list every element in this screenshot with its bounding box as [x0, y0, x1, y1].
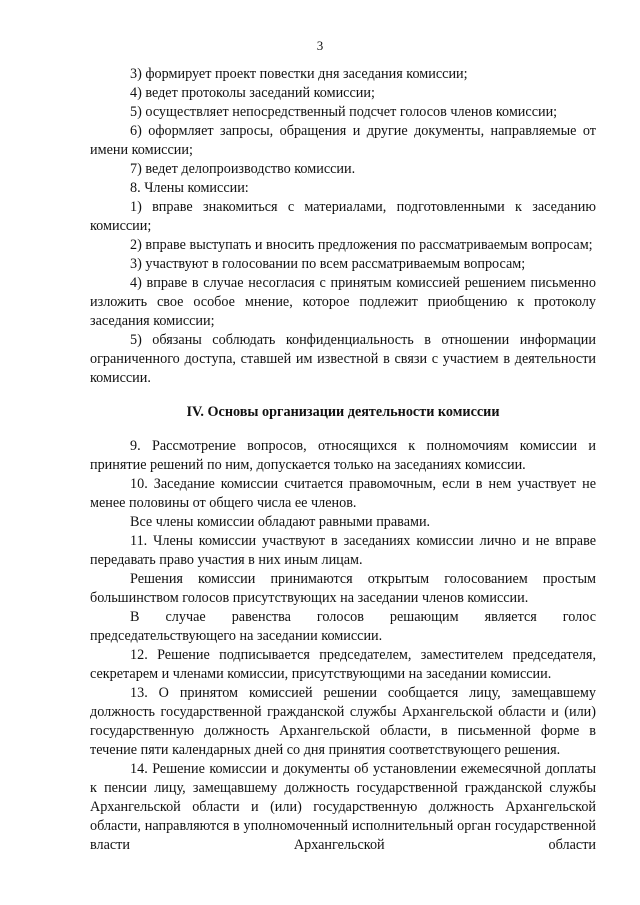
paragraph: 5) обязаны соблюдать конфиденциальность в отношении информации ограниченного доступа, ставшей им известной в связи с участием в деятельности комиссии.: [90, 332, 596, 386]
paragraph: 9. Рассмотрение вопросов, относящихся к полномочиям комиссии и принятие решений по ним, допускается только на заседаниях комиссии.: [90, 438, 596, 473]
paragraph: 14. Решение комиссии и документы об установлении ежемесячной доплаты к пенсии лицу, замещавшему должность государственной гражданской службы Архангельской области и (или) государственную должность Архангельской области, направляются в уполномоченный исполнительный орган государственной власти Архангельской области: [90, 761, 596, 853]
paragraph: Решения комиссии принимаются открытым голосованием простым большинством голосов присутствующих на заседании членов комиссии.: [90, 571, 596, 606]
paragraph: 3) формирует проект повестки дня заседания комиссии;: [130, 66, 468, 82]
paragraph: Все члены комиссии обладают равными правами.: [130, 514, 431, 530]
paragraph: 4) вправе в случае несогласия с принятым комиссией решением письменно изложить свое особое мнение, которое подлежит приобщению к протоколу заседания комиссии;: [90, 275, 596, 329]
document-body: [90, 65, 596, 855]
paragraph: 1) вправе знакомиться с материалами, подготовленными к заседанию комиссии;: [90, 199, 596, 234]
page-number: 3: [316, 38, 324, 53]
paragraph: 11. Члены комиссии участвуют в заседаниях комиссии лично и не вправе передавать право участия в них иным лицам.: [90, 533, 596, 568]
paragraph: В случае равенства голосов решающим является голос председательствующего на заседании комиссии.: [90, 609, 596, 644]
paragraph: 8. Члены комиссии:: [130, 180, 249, 196]
paragraph: 6) оформляет запросы, обращения и другие документы, направляемые от имени комиссии;: [90, 123, 596, 158]
section-heading: IV. Основы организации деятельности комиссии: [186, 404, 500, 420]
paragraph: 13. О принятом комиссией решении сообщается лицу, замещавшему должность государственной гражданской службы Архангельской области и (или) государственную должность Архангельской области, в письменной форме в течение пяти календарных дней со дня принятия соответствующего решения.: [90, 685, 596, 758]
paragraph: 3) участвуют в голосовании по всем рассматриваемым вопросам;: [130, 256, 526, 272]
paragraph: 5) осуществляет непосредственный подсчет голосов членов комиссии;: [130, 104, 558, 120]
paragraph: 7) ведет делопроизводство комиссии.: [130, 161, 356, 177]
paragraph: 10. Заседание комиссии считается правомочным, если в нем участвует не менее половины от общего числа ее членов.: [90, 476, 596, 511]
paragraph: 12. Решение подписывается председателем, заместителем председателя, секретарем и членами комиссии, присутствующими на заседании комиссии.: [90, 647, 596, 682]
paragraph: 4) ведет протоколы заседаний комиссии;: [130, 85, 375, 101]
paragraph: 2) вправе выступать и вносить предложения по рассматриваемым вопросам;: [130, 237, 593, 253]
